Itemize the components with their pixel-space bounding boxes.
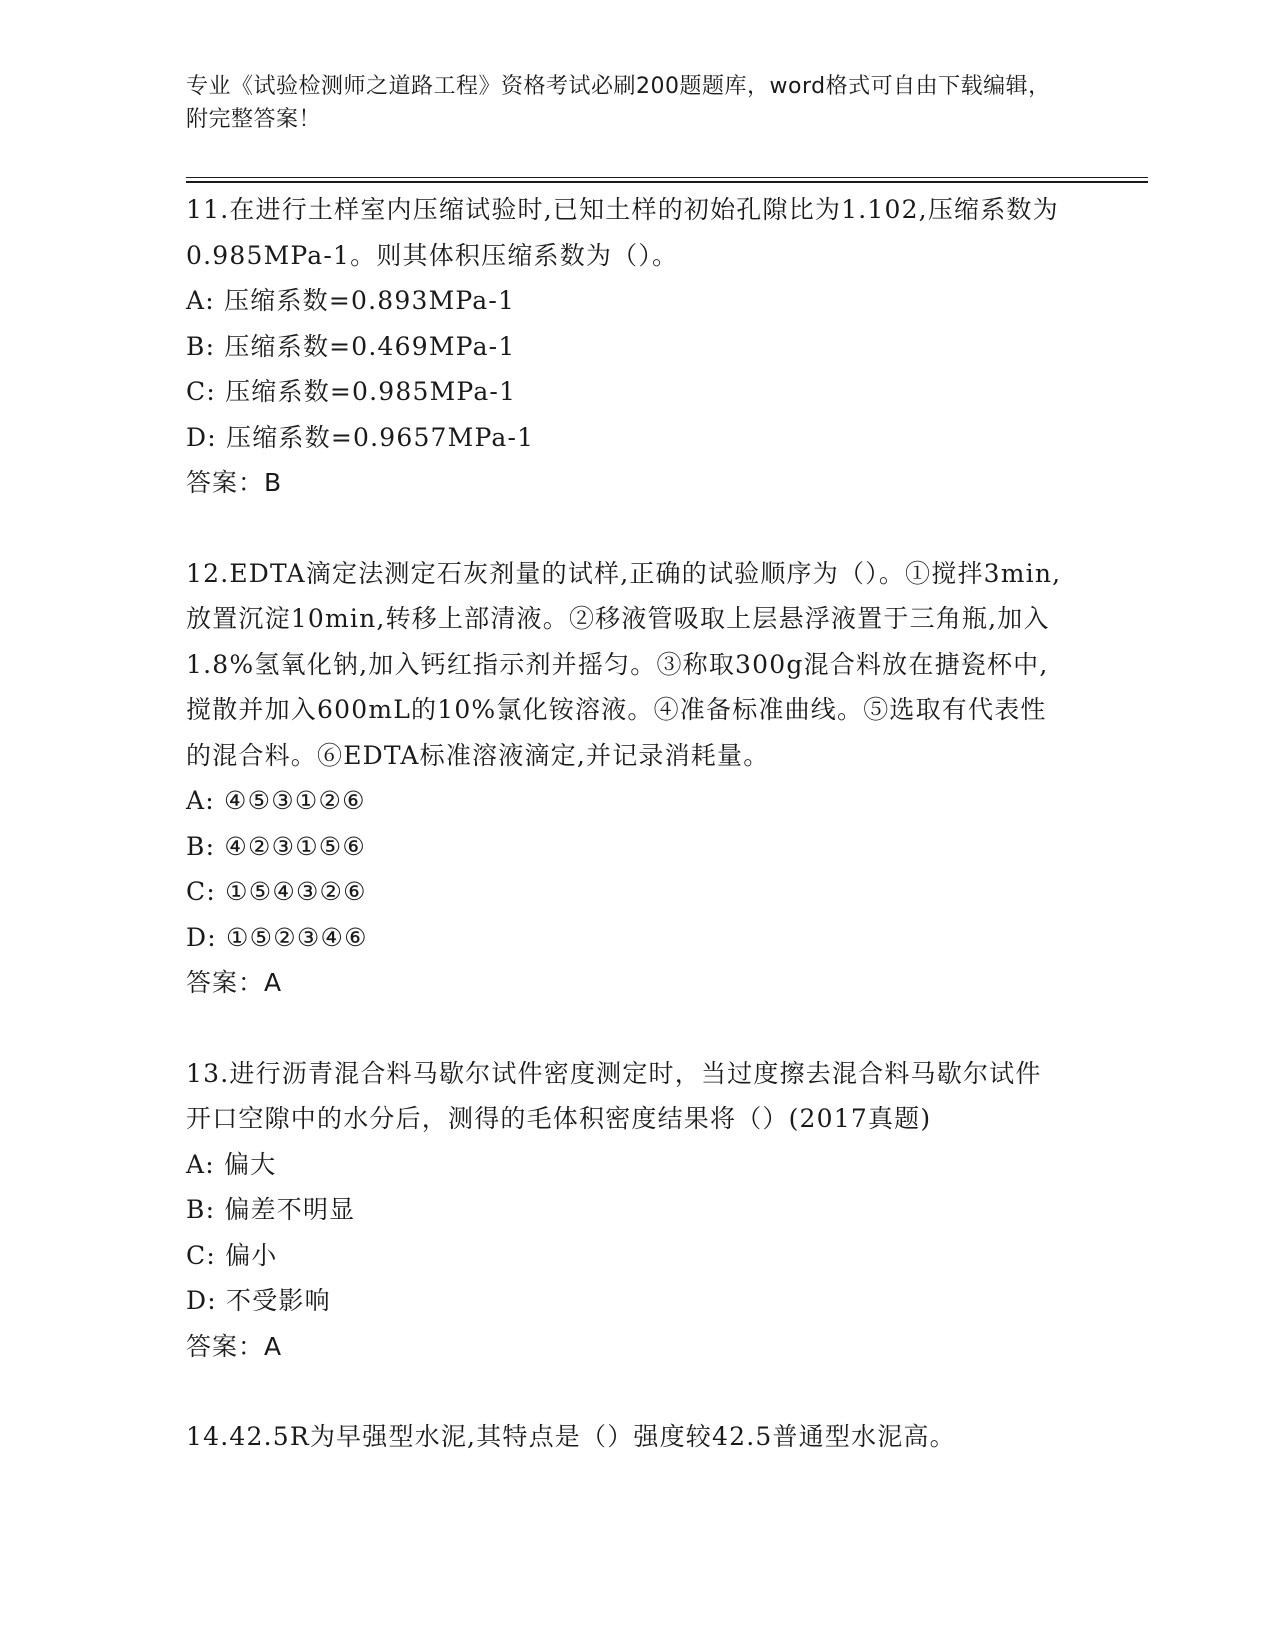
option-text: 偏大 xyxy=(224,1149,277,1179)
option-d xyxy=(186,1278,1086,1324)
option-key: D: xyxy=(186,422,217,452)
option-d xyxy=(186,415,1086,461)
option-text: 不受影响 xyxy=(226,1286,331,1315)
option-key: D: xyxy=(186,1286,217,1315)
option-key: B: xyxy=(186,1195,216,1224)
header-divider-thin xyxy=(186,177,1148,178)
option-c xyxy=(186,869,1086,915)
option-text: 压缩系数=0.985MPa-1 xyxy=(225,377,517,406)
question-stem: 14.42.5R为早强型水泥,其特点是（）强度较42.5普通型水泥高。 xyxy=(186,1422,956,1451)
option-text: 偏差不明显 xyxy=(224,1195,356,1224)
header-divider-thick xyxy=(186,181,1148,183)
answer-line: 答案：A xyxy=(186,1331,283,1361)
question-list xyxy=(186,187,1086,1505)
option-text: ①⑤④③②⑥ xyxy=(225,877,367,906)
option-text: ①⑤②③④⑥ xyxy=(226,922,368,952)
option-c xyxy=(186,1233,1086,1279)
question-stem: 11.在进行土样室内压缩试验时,已知土样的初始孔隙比为1.102,压缩系数为0.985MPa-1。则其体积压缩系数为（）。 xyxy=(186,195,1059,270)
option-text: 压缩系数=0.469MPa-1 xyxy=(224,331,516,361)
option-text: 压缩系数=0.9657MPa-1 xyxy=(226,422,535,452)
option-key: A: xyxy=(186,286,215,315)
option-key: B: xyxy=(186,331,216,361)
option-text: 压缩系数=0.893MPa-1 xyxy=(224,286,516,315)
option-key: C: xyxy=(186,1240,216,1270)
option-key: C: xyxy=(186,877,216,906)
question-12 xyxy=(186,551,1086,1006)
option-b xyxy=(186,324,1086,370)
option-b xyxy=(186,824,1086,870)
document-header: 专业《试验检测师之道路工程》资格考试必刷200题题库，word格式可自由下载编辑，附完整答案！ xyxy=(186,74,1051,132)
answer-line: 答案：A xyxy=(186,968,283,997)
option-key: B: xyxy=(186,831,216,861)
option-text: ④⑤③①②⑥ xyxy=(224,786,366,815)
answer-line: 答案：B xyxy=(186,468,283,497)
option-key: C: xyxy=(186,377,216,406)
question-14 xyxy=(186,1414,1086,1460)
option-text: ④②③①⑤⑥ xyxy=(224,831,367,861)
option-key: A: xyxy=(186,786,215,815)
option-a xyxy=(186,778,1086,824)
option-a xyxy=(186,1142,1086,1188)
question-stem: 12.EDTA滴定法测定石灰剂量的试样,正确的试验顺序为（）。①搅拌3min,放置沉淀10min,转移上部清液。②移液管吸取上层悬浮液置于三角瓶,加入1.8%氢氧化钠,加入钙红指示剂并摇匀。③称取300g混合料放在搪瓷杯中,搅散并加入600mL的10%氯化铵溶液。④准备标准曲线。⑤选取有代表性的混合料。⑥EDTA标准溶液滴定,并记录消耗量。 xyxy=(186,558,1062,770)
question-stem: 13.进行沥青混合料马歇尔试件密度测定时，当过度擦去混合料马歇尔试件开口空隙中的水分后，测得的毛体积密度结果将（）(2017真题) xyxy=(186,1058,1042,1133)
option-b xyxy=(186,1187,1086,1233)
option-key: A: xyxy=(186,1149,215,1179)
question-11 xyxy=(186,187,1086,506)
option-key: D: xyxy=(186,922,217,952)
option-d xyxy=(186,915,1086,961)
option-c xyxy=(186,369,1086,415)
option-a xyxy=(186,278,1086,324)
option-text: 偏小 xyxy=(225,1240,278,1270)
question-13 xyxy=(186,1051,1086,1370)
